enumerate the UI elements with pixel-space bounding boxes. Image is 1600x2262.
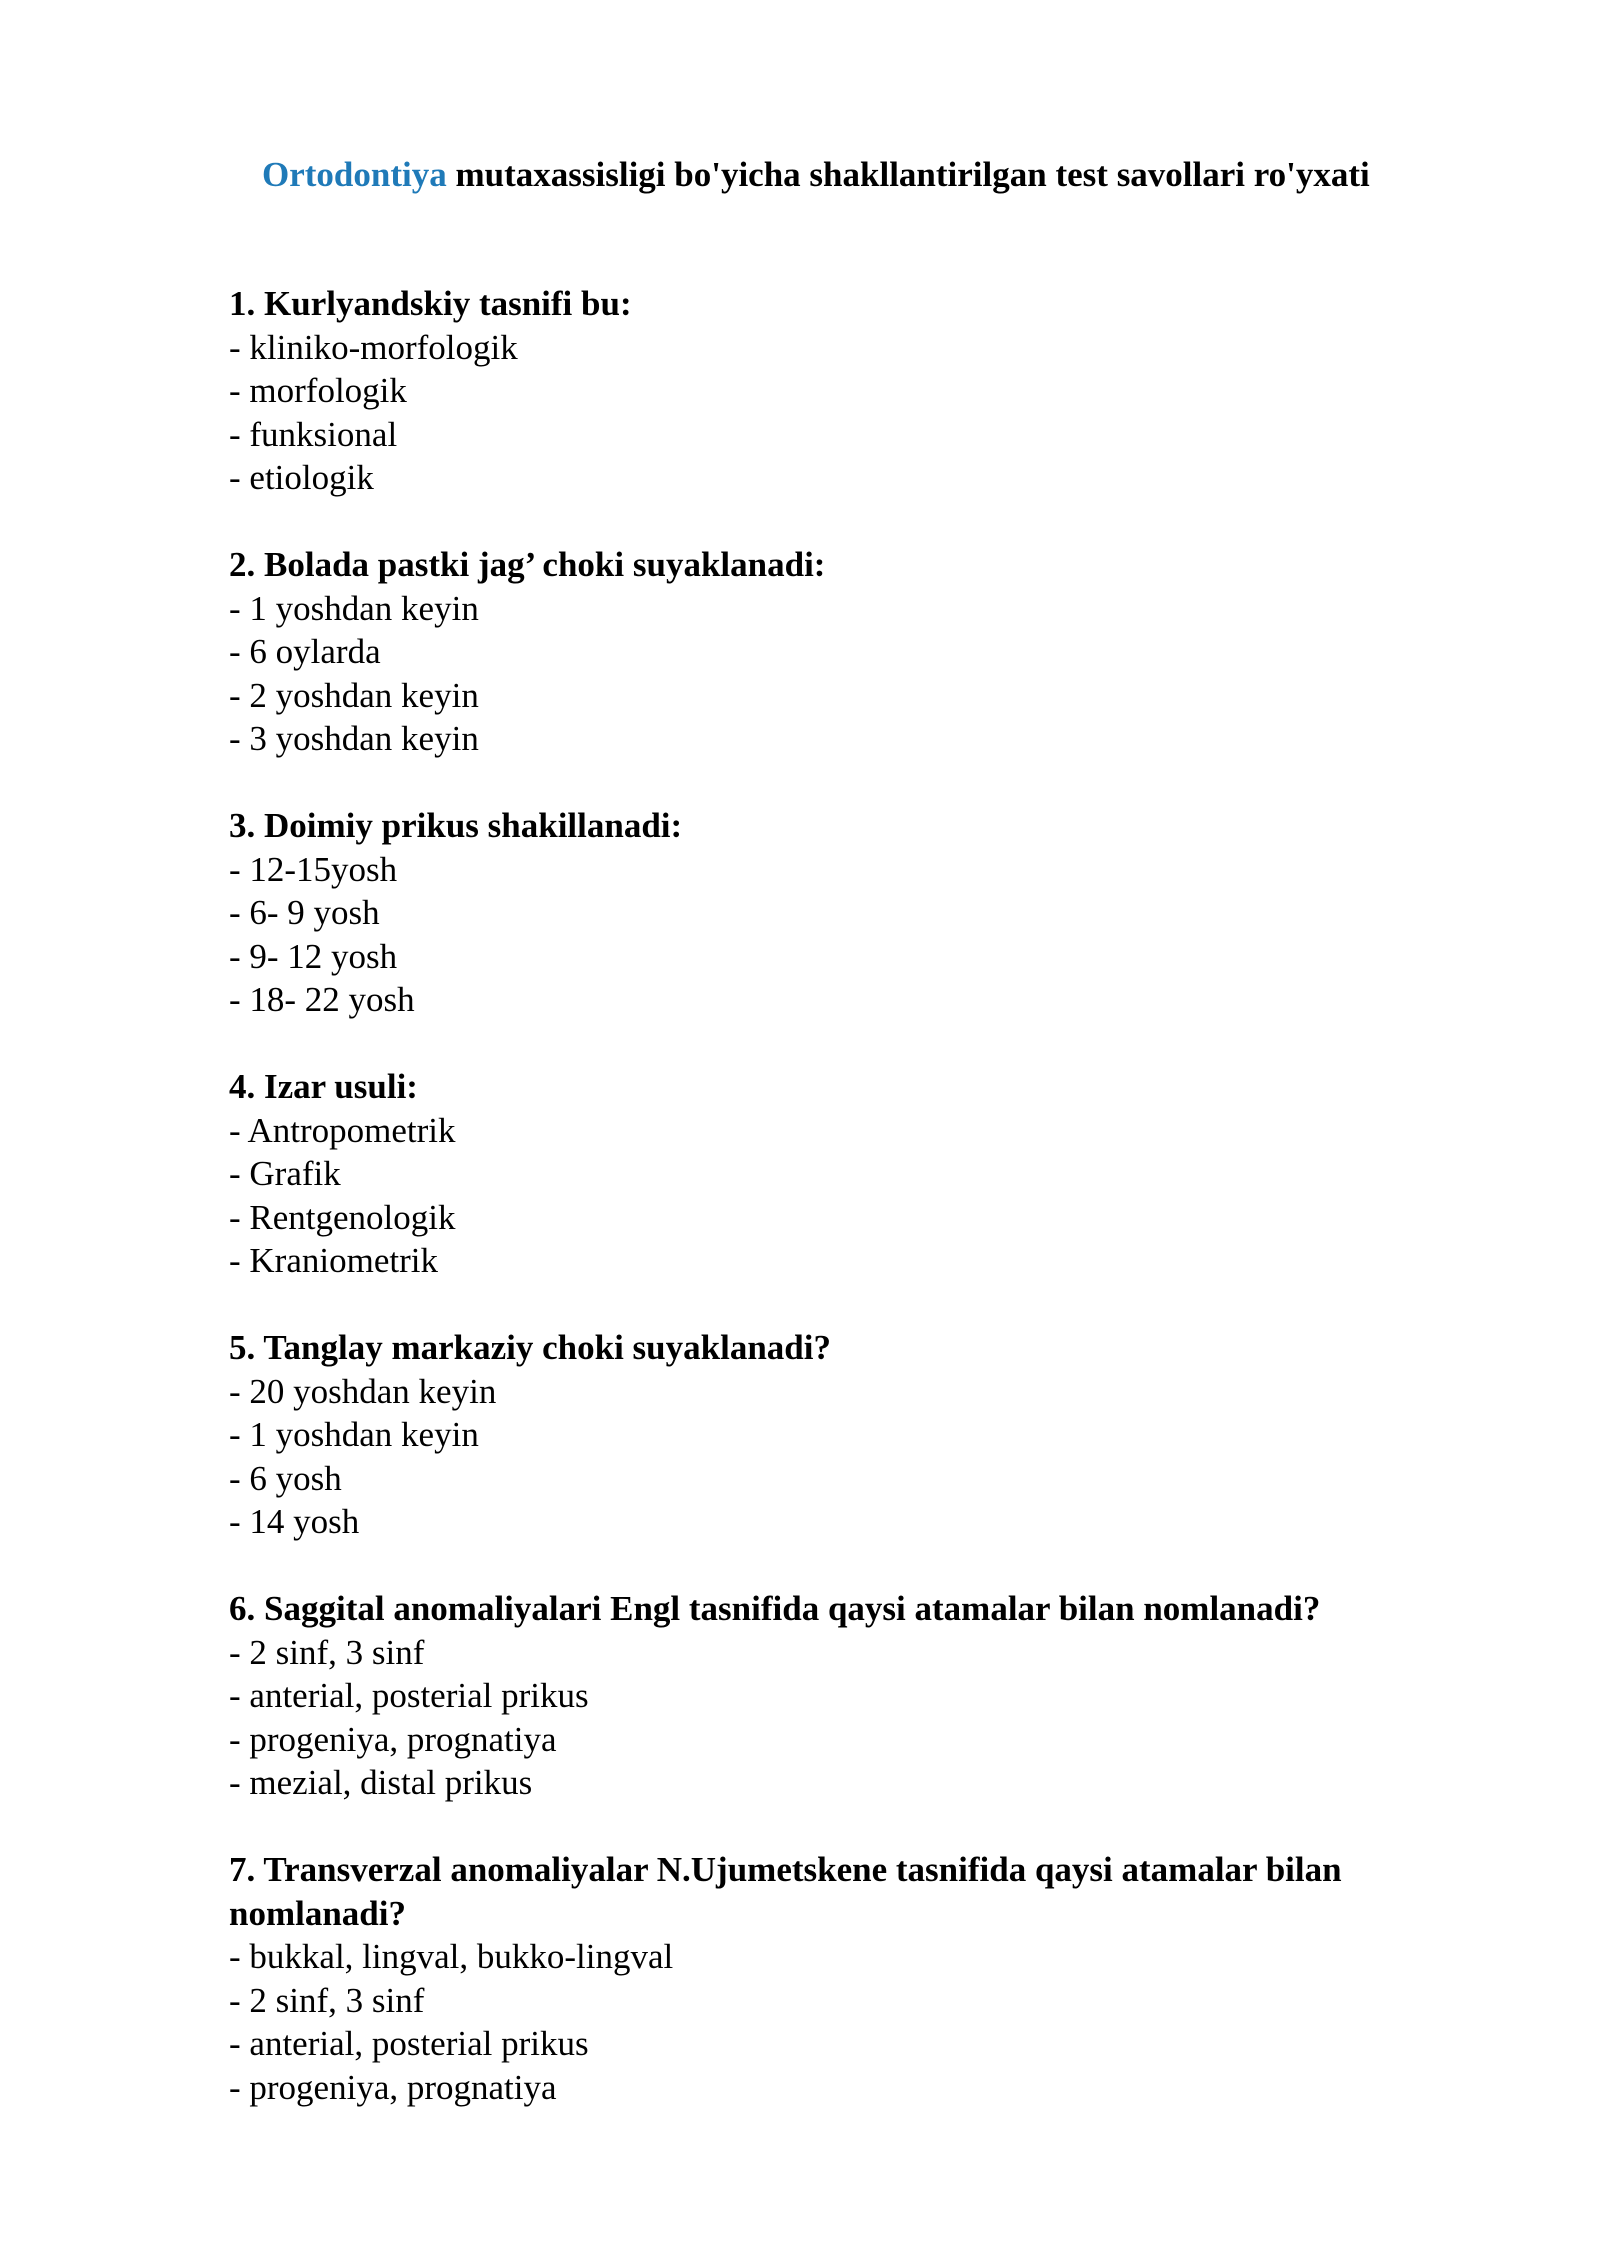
- answer-option: - 1 yoshdan keyin: [229, 588, 479, 628]
- answer-option: - progeniya, prognatiya: [229, 1719, 557, 1759]
- answer-option: - 9- 12 yosh: [229, 936, 398, 976]
- answer-option: - Grafik: [229, 1154, 341, 1193]
- question-text: 5. Tanglay markaziy choki suyaklanadi?: [229, 1328, 831, 1367]
- answer-option: - Kraniometrik: [229, 1241, 438, 1280]
- answer-options: [229, 848, 1489, 1022]
- answer-options: [229, 587, 1489, 761]
- answer-option: - etiologik: [229, 458, 374, 497]
- answer-options: [229, 1370, 1489, 1544]
- answer-option: - Antropometrik: [229, 1110, 456, 1150]
- question-5: [229, 1326, 1489, 1544]
- question-6: [229, 1587, 1489, 1805]
- answer-option: - Rentgenologik: [229, 1197, 456, 1237]
- question-text: 7. Transverzal anomaliyalar N.Ujumetskene tasnifida qaysi atamalar bilan nomlanadi?: [229, 1850, 1342, 1933]
- answer-option: - 6- 9 yosh: [229, 893, 380, 932]
- answer-option: - 6 yosh: [229, 1458, 342, 1498]
- answer-options: [229, 1631, 1489, 1805]
- answer-option: - 12-15yosh: [229, 849, 398, 889]
- answer-option: - 2 sinf, 3 sinf: [229, 1632, 425, 1672]
- answer-option: - 2 sinf, 3 sinf: [229, 1980, 425, 2020]
- title-specialty: Ortodontiya: [262, 155, 447, 194]
- answer-option: - mezial, distal prikus: [229, 1763, 533, 1802]
- question-1: [229, 282, 1489, 500]
- title-rest: mutaxassisligi bo'yicha shakllantirilgan test savollari ro'yxati: [446, 155, 1370, 194]
- answer-option: - 1 yoshdan keyin: [229, 1415, 479, 1454]
- answer-options: [229, 1109, 1489, 1283]
- answer-option: - 2 yoshdan keyin: [229, 675, 479, 715]
- answer-options: [229, 326, 1489, 500]
- answer-option: - 14 yosh: [229, 1502, 360, 1541]
- answer-option: - funksional: [229, 414, 398, 454]
- answer-option: - 3 yoshdan keyin: [229, 719, 479, 758]
- answer-option: - kliniko-morfologik: [229, 327, 518, 367]
- answer-option: - anterial, posterial prikus: [229, 2024, 589, 2063]
- answer-option: - anterial, posterial prikus: [229, 1676, 589, 1715]
- answer-option: - bukkal, lingval, bukko-lingval: [229, 1937, 674, 1976]
- answer-option: - morfologik: [229, 371, 407, 410]
- document-title: [262, 150, 1562, 200]
- question-7: [229, 1848, 1489, 2109]
- question-text: 1. Kurlyandskiy tasnifi bu:: [229, 284, 632, 323]
- answer-option: - progeniya, prognatiya: [229, 2067, 557, 2107]
- answer-option: - 20 yoshdan keyin: [229, 1371, 497, 1411]
- answer-option: - 6 oylarda: [229, 632, 381, 671]
- question-2: [229, 543, 1489, 761]
- question-text: 4. Izar usuli:: [229, 1067, 418, 1106]
- answer-option: - 18- 22 yosh: [229, 980, 415, 1019]
- question-text: 6. Saggital anomaliyalari Engl tasnifida qaysi atamalar bilan nomlanadi?: [229, 1589, 1321, 1628]
- question-text: 2. Bolada pastki jag’ choki suyaklanadi:: [229, 545, 826, 584]
- answer-options: [229, 1935, 1489, 2109]
- question-list: [229, 282, 1489, 2153]
- question-4: [229, 1065, 1489, 1283]
- question-3: [229, 804, 1489, 1022]
- question-text: 3. Doimiy prikus shakillanadi:: [229, 806, 683, 845]
